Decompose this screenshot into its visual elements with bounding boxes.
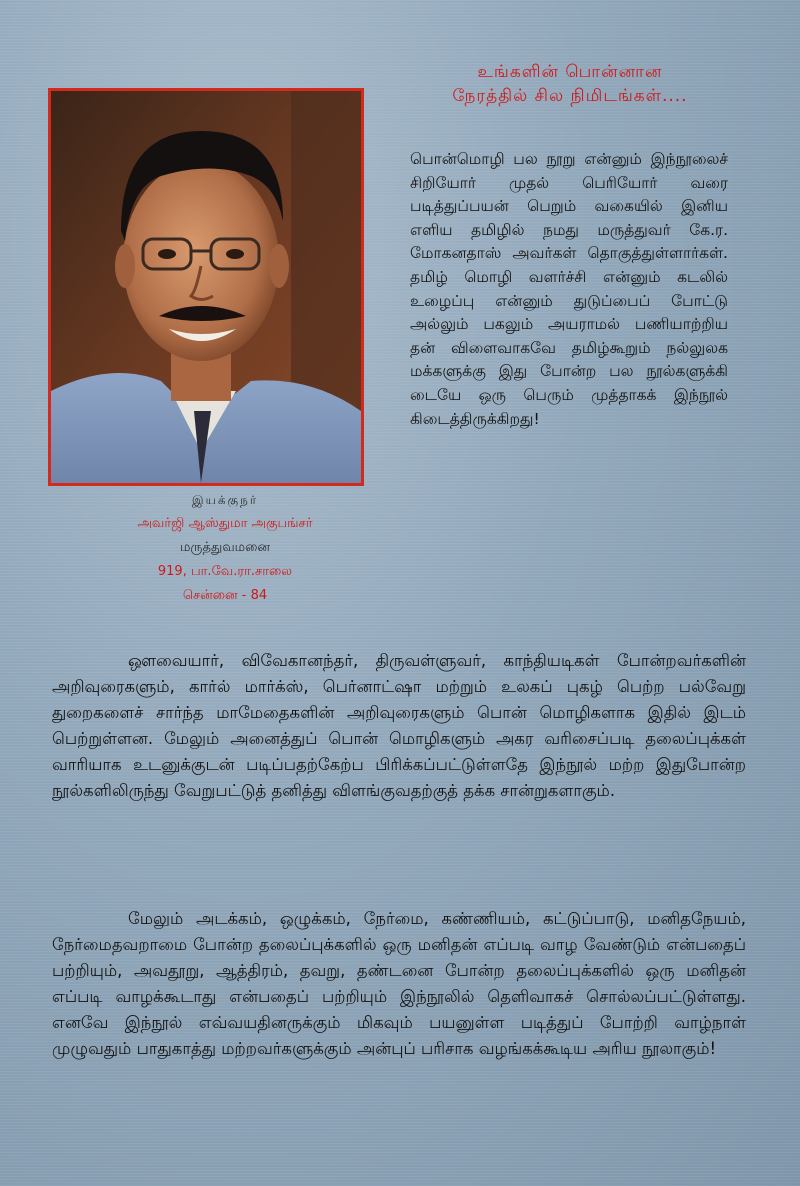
- body-paragraph-2: ஔவையார், விவேகானந்தர், திருவள்ளுவர், காந்தியடிகள் போன்றவர்களின் அறிவுரைகளும், கார்ல் மார்க்ஸ், பெர்னாட்ஷா மற்றும் உலகப் புகழ் பெற்ற பல்வேறு துறைகளைச் சார்ந்த மாமேதைகளின் அறிவுரைகளும் பொன் மொழிகளாக இதில் இடம் பெற்றுள்ளன. மேலும் அனைத்துப் பொன் மொழிகளும் அகர வரிசைப்படி தலைப்புக்கள் வாரியாக உடனுக்குடன் படிப்பதற்கேற்ப பிரிக்கப்பட்டுள்ளதே இந்நூல் மற்ற இதுபோன்ற நூல்களிலிருந்து வேறுபட்டுத் தனித்து விளங்குவதற்குத் தக்க சான்றுகளாகும்.: [52, 651, 746, 800]
- body-paragraph-3: மேலும் அடக்கம், ஒழுக்கம், நேர்மை, கண்ணியம், கட்டுப்பாடு, மனிதநேயம், நேர்மைதவறாமை போன்ற தலைப்புக்களில் ஒரு மனிதன் எப்படி வாழ வேண்டும் என்பதைப் பற்றியும், அவதூறு, ஆத்திரம், தவறு, தண்டனை போன்ற தலைப்புக்களில் ஒரு மனிதன் எப்படி வாழக்கூடாது என்பதைப் பற்றியும் இந்நூலில் தெளிவாகச் சொல்லப்பட்டுள்ளது. எனவே இந்நூல் எவ்வயதினருக்கும் மிகவும் பயனுள்ள படித்துப் போற்றி வாழ்நாள் முழுவதும் பாதுகாத்து மற்றவர்களுக்கும் அன்புப் பரிசாக வழங்கக்கூடிய அரிய நூலாகும்!: [52, 909, 746, 1058]
- caption-address: 919, பா.வே.ரா.சாலை: [157, 564, 293, 579]
- portrait-photo: [48, 88, 364, 486]
- tagline-line-2: நேரத்தில் சில நிமிடங்கள்....: [452, 86, 688, 106]
- portrait-illustration: [51, 91, 361, 483]
- caption: [60, 488, 390, 608]
- caption-institution: மருத்துவமனை: [179, 540, 271, 555]
- caption-city: சென்னை - 84: [182, 588, 268, 603]
- tagline-line-1: உங்களின் பொன்னான: [477, 62, 663, 82]
- tagline: [400, 60, 740, 108]
- caption-name: அவர்ஜி ஆஸ்துமா அகுபங்சர்: [137, 516, 313, 531]
- intro-paragraph: பொன்மொழி பல நூறு என்னும் இந்நூலைச் சிறியோர் முதல் பெரியோர் வரை படித்துப்பயன் பெறும் வகையில் இனிய எளிய தமிழில் நமது மருத்துவர் கே.ர. மோகனதாஸ் அவர்கள் தொகுத்துள்ளார்கள். தமிழ் மொழி வளர்ச்சி என்னும் கடலில் உழைப்பு என்னும் துடுப்பைப் போட்டு அல்லும் பகலும் அயராமல் பணியாற்றிய தன் விளைவாகவே தமிழ்கூறும் நல்லுலக மக்களுக்கு இது போன்ற பல நூல்களுக்கி டையே ஒரு பெரும் முத்தாகக் இந்நூல் கிடைத்திருக்கிறது!: [410, 150, 728, 428]
- caption-role: இயக்குநர்: [191, 493, 259, 507]
